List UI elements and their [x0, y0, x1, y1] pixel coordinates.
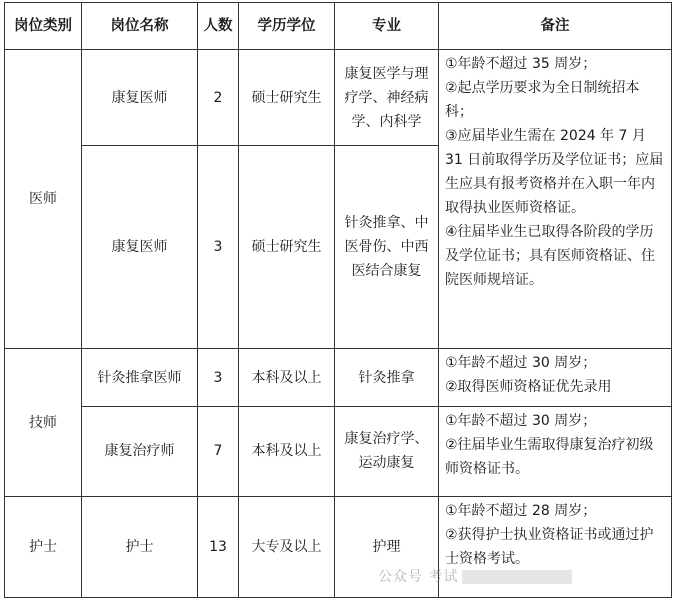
- header-category: 岗位类别: [5, 3, 82, 50]
- table-row: [5, 50, 672, 146]
- note-line: ①年龄不超过 30 周岁；: [445, 412, 597, 429]
- watermark-text: 公众号 考试: [378, 569, 459, 585]
- note-line: ②起点学历要求为全日制统招本科；: [445, 80, 640, 121]
- note-line: ①年龄不超过 35 周岁；: [445, 56, 597, 73]
- position-count: 3: [198, 145, 239, 348]
- position-major: 康复医学与理疗学、神经病学、内科学: [335, 50, 439, 146]
- note-line: ②获得护士执业资格证书或通过护士资格考试。: [445, 527, 654, 568]
- category-doctor: 医师: [5, 50, 82, 349]
- header-position: 岗位名称: [82, 3, 198, 50]
- notes-therapist: [439, 406, 672, 497]
- position-education: 本科及以上: [239, 349, 335, 406]
- position-count: 13: [198, 497, 239, 598]
- category-nurse: 护士: [5, 497, 82, 598]
- table-row: [5, 406, 672, 497]
- position-major: 护理: [335, 497, 439, 598]
- position-name: 康复治疗师: [82, 406, 198, 497]
- position-major: 针灸推拿、中医骨伤、中西医结合康复: [335, 145, 439, 348]
- table-row: [5, 497, 672, 598]
- position-count: 2: [198, 50, 239, 146]
- header-row: [5, 3, 672, 50]
- note-line: ①年龄不超过 30 周岁；: [445, 355, 597, 372]
- table-row: [5, 349, 672, 406]
- position-education: 硕士研究生: [239, 50, 335, 146]
- position-education: 硕士研究生: [239, 145, 335, 348]
- position-name: 护士: [82, 497, 198, 598]
- position-major: 康复治疗学、运动康复: [335, 406, 439, 497]
- recruitment-table: [4, 2, 672, 598]
- position-count: 3: [198, 349, 239, 406]
- header-major: 专业: [335, 3, 439, 50]
- note-line: ②往届毕业生需取得康复治疗初级师资格证书。: [445, 436, 654, 477]
- position-major: 针灸推拿: [335, 349, 439, 406]
- notes-nurse: [439, 497, 672, 598]
- position-name: 针灸推拿医师: [82, 349, 198, 406]
- position-education: 大专及以上: [239, 497, 335, 598]
- position-name: 康复医师: [82, 50, 198, 146]
- header-count: 人数: [198, 3, 239, 50]
- note-line: ④往届毕业生已取得各阶段的学历及学位证书；具有医师资格证、住院医师规培证。: [445, 224, 655, 289]
- note-line: ①年龄不超过 28 周岁；: [445, 503, 597, 520]
- notes-doctor: [439, 50, 672, 349]
- header-education: 学历学位: [239, 3, 335, 50]
- category-technician: 技师: [5, 349, 82, 497]
- notes-acupuncture: [439, 349, 672, 406]
- note-line: ③应届毕业生需在 2024 年 7 月 31 日前取得学历及学位证书；应届生应具有报考资格并在入职一年内取得执业医师资格证。: [445, 128, 664, 217]
- position-education: 本科及以上: [239, 406, 335, 497]
- note-line: ②取得医师资格证优先录用: [445, 379, 612, 396]
- header-notes: 备注: [439, 3, 672, 50]
- position-name: 康复医师: [82, 145, 198, 348]
- position-count: 7: [198, 406, 239, 497]
